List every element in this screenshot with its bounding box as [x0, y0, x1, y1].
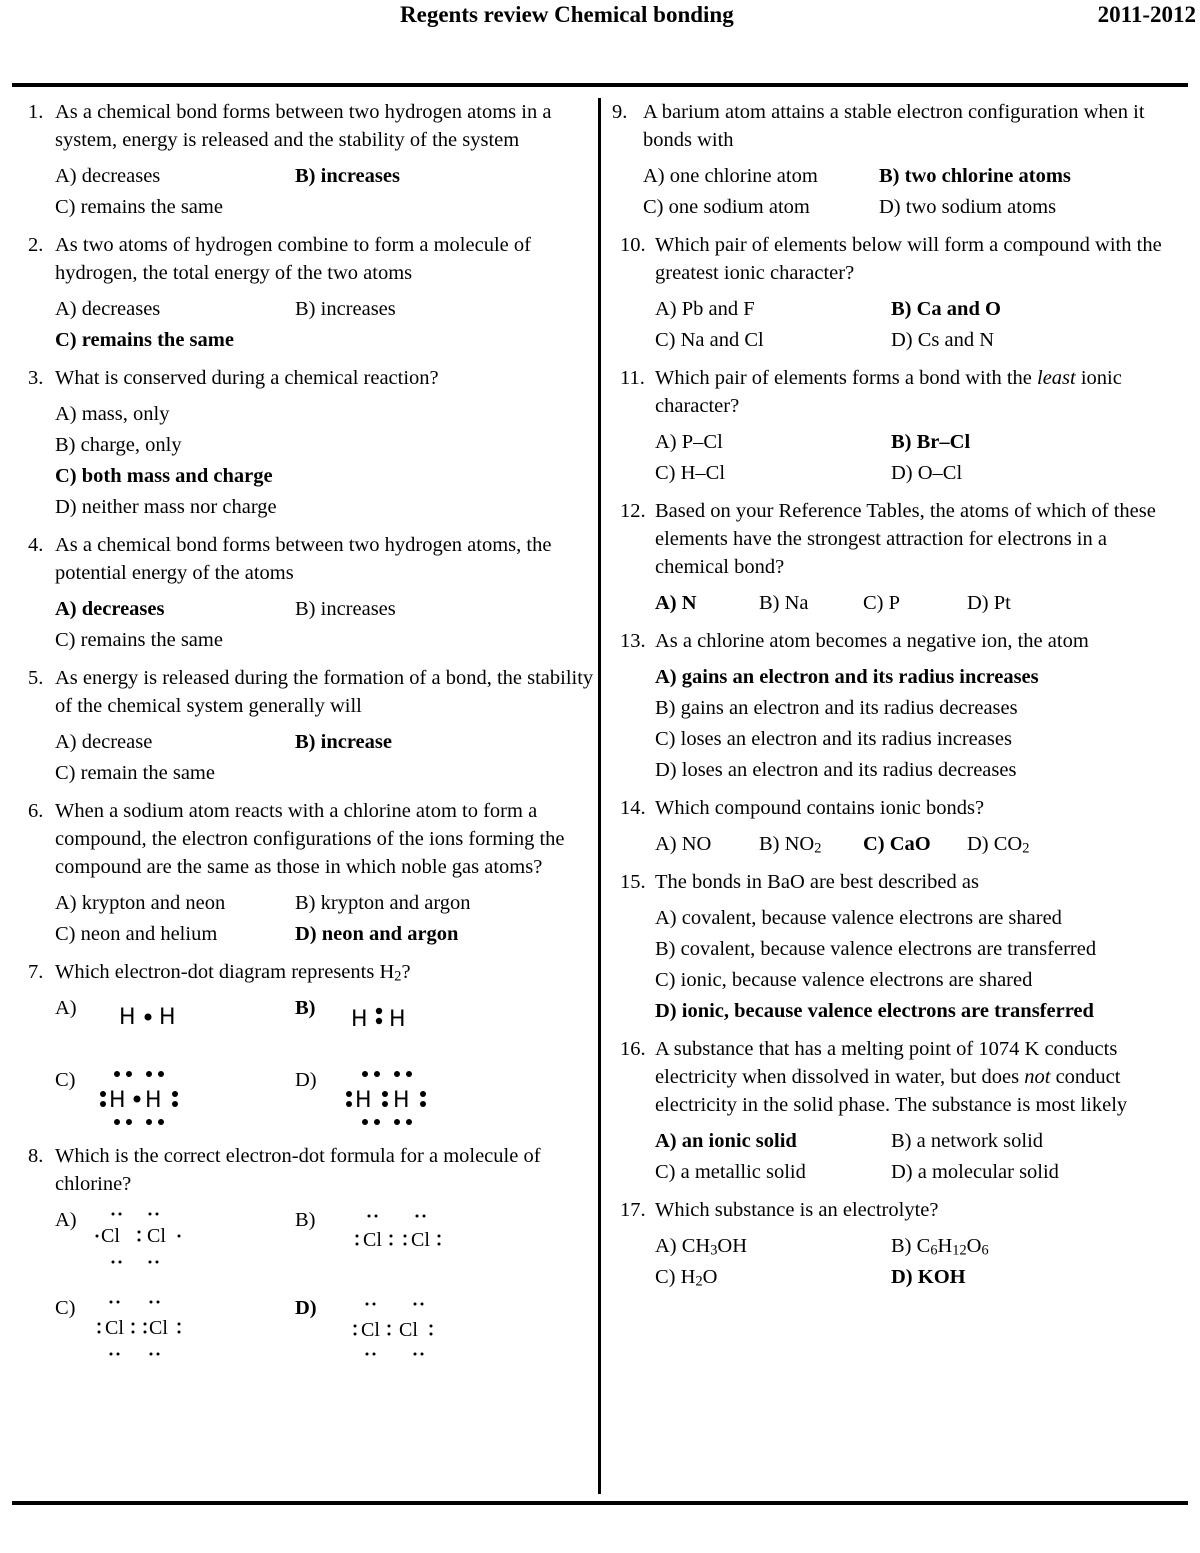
electron-dot	[390, 1243, 393, 1246]
electron-dot	[420, 1091, 426, 1097]
electron-dot	[366, 1303, 369, 1306]
question-stem: Which pair of elements below will form a compound with the greatest ionic character?	[655, 234, 1162, 284]
question-3	[28, 364, 594, 521]
option-a: A) N	[655, 592, 697, 614]
electron-dot	[394, 1071, 400, 1077]
electron-dot	[149, 1261, 152, 1264]
stem-text-end: conduct electricity in the solid phase. The substance is most likely	[655, 1066, 1128, 1116]
option-d	[295, 1066, 535, 1132]
option-label: D)	[295, 1069, 317, 1091]
electron-dot	[172, 1101, 178, 1107]
option-c: C) remain the same	[55, 762, 215, 784]
electron-dot	[126, 1071, 132, 1077]
formula-subscript: 12	[952, 1242, 967, 1259]
electron-dot	[156, 1261, 159, 1264]
column-divider	[598, 98, 601, 1494]
option-b	[891, 1232, 1131, 1260]
question-number: 7.	[28, 961, 44, 983]
option-b: B) increase	[295, 731, 392, 753]
option-a	[55, 1206, 295, 1288]
electron-dot	[158, 1071, 164, 1077]
option-a: A) decreases	[55, 598, 165, 620]
question-number: 8.	[28, 1145, 44, 1167]
option-a: A) covalent, because valence electrons are shared	[655, 907, 1062, 929]
option-a: A) Pb and F	[655, 298, 755, 320]
question-number: 5.	[28, 667, 44, 689]
option-c	[55, 1294, 295, 1376]
electron-dot	[382, 1101, 388, 1107]
option-label: B)	[295, 1209, 316, 1231]
electron-dot	[178, 1323, 181, 1326]
electron-dot	[430, 1325, 433, 1328]
electron-dot	[144, 1323, 147, 1326]
question-stem: As a chlorine atom becomes a negative ion, the atom	[655, 630, 1089, 652]
electron-dot-formula-b	[333, 1206, 463, 1282]
electron-dot-diagram-b	[333, 994, 453, 1034]
option-b: B) a network solid	[891, 1130, 1044, 1152]
option-b: B) increases	[295, 165, 400, 187]
option-subscript: 2	[814, 840, 822, 857]
electron-dot	[438, 1235, 441, 1238]
question-13	[620, 627, 1186, 784]
option-a: A) mass, only	[55, 403, 170, 425]
electron-dot	[119, 1261, 122, 1264]
option-d: D) ionic, because valence electrons are transferred	[655, 1000, 1094, 1022]
option-label: D)	[295, 1297, 317, 1319]
question-number: 16.	[620, 1038, 646, 1060]
question-number: 15.	[620, 871, 646, 893]
stem-text: Which electron-dot diagram represents H	[55, 961, 395, 983]
atom-symbol: H	[159, 1005, 176, 1030]
electron-dot	[423, 1215, 426, 1218]
question-stem: As two atoms of hydrogen combine to form a molecule of hydrogen, the total energy of the two atoms	[55, 234, 531, 284]
option-c: C) loses an electron and its radius increases	[655, 728, 1012, 750]
formula-part: O	[702, 1266, 718, 1288]
question-stem: What is conserved during a chemical reaction?	[55, 367, 439, 389]
question-number: 3.	[28, 367, 44, 389]
electron-dot	[346, 1091, 352, 1097]
question-number: 12.	[620, 500, 646, 522]
electron-dot	[96, 1235, 99, 1238]
option-label: C)	[55, 1297, 76, 1319]
electron-dot	[438, 1243, 441, 1246]
stem-text: A substance that has a melting point of 1074 K conducts electricity when dissolved in water, but does	[655, 1038, 1118, 1088]
question-5	[28, 664, 594, 787]
electron-dot	[354, 1325, 357, 1328]
option-d: D) two sodium atoms	[879, 196, 1057, 218]
electron-dot	[178, 1235, 181, 1238]
electron-dot	[388, 1325, 391, 1328]
question-15	[620, 868, 1186, 1025]
formula-part: A) CH	[655, 1235, 711, 1257]
question-stem: Based on your Reference Tables, the atoms of which of these elements have the strongest attraction for electrons in a chemical bond?	[655, 500, 1156, 578]
question-stem: Which substance is an electrolyte?	[655, 1199, 939, 1221]
option-a: A) P–Cl	[655, 431, 723, 453]
left-column	[28, 98, 594, 1386]
option-b	[295, 1206, 535, 1288]
electron-dot	[138, 1231, 141, 1234]
atom-symbol: Cl	[363, 1229, 382, 1251]
electron-dot	[366, 1353, 369, 1356]
option-a	[655, 830, 759, 858]
option-c: C) a metallic solid	[655, 1161, 806, 1183]
electron-dot	[404, 1235, 407, 1238]
electron-dot	[414, 1303, 417, 1306]
option-c: C) remains the same	[55, 329, 234, 351]
option-c: C) P	[863, 592, 901, 614]
option-a: A) decreases	[55, 298, 161, 320]
electron-dot	[404, 1243, 407, 1246]
electron-dot	[126, 1119, 132, 1125]
electron-dot	[388, 1333, 391, 1336]
electron-dot-diagram-c	[93, 1066, 213, 1130]
question-stem	[655, 364, 1186, 420]
option-c: C) ionic, because valence electrons are shared	[655, 969, 1033, 991]
top-rule	[12, 83, 1188, 87]
formula-part: C) H	[655, 1266, 696, 1288]
question-8	[28, 1142, 594, 1376]
formula-subscript: 6	[930, 1242, 938, 1259]
question-number: 6.	[28, 800, 44, 822]
option-c: C) both mass and charge	[55, 465, 273, 487]
electron-dot	[354, 1333, 357, 1336]
atom-symbol: H	[355, 1088, 372, 1113]
electron-dot	[144, 1331, 147, 1334]
option-b: B) increases	[295, 298, 396, 320]
electron-dot	[98, 1331, 101, 1334]
electron-dot	[100, 1101, 106, 1107]
electron-dot	[146, 1071, 152, 1077]
cl2-dot-formulas	[55, 1206, 594, 1376]
school-year: 2011-2012	[1097, 2, 1196, 27]
atom-symbol: Cl	[411, 1229, 430, 1251]
option-c: C) Na and Cl	[655, 329, 764, 351]
electron-dot-diagram-a	[93, 994, 213, 1034]
electron-dot	[374, 1119, 380, 1125]
electron-dot	[390, 1235, 393, 1238]
electron-dot	[100, 1091, 106, 1097]
electron-dot	[112, 1213, 115, 1216]
electron-dot	[157, 1353, 160, 1356]
option-a: A) one chlorine atom	[643, 165, 818, 187]
electron-dot	[145, 1014, 152, 1021]
option-b: B) Br–Cl	[891, 431, 971, 453]
question-stem	[655, 1035, 1186, 1119]
bottom-rule	[12, 1501, 1188, 1505]
question-number: 9.	[612, 101, 628, 123]
stem-subscript: 2	[394, 968, 402, 985]
formula-subscript: 3	[710, 1242, 718, 1259]
question-7	[28, 958, 594, 1132]
electron-dot	[134, 1096, 141, 1103]
option-c: C) remains the same	[55, 629, 223, 651]
option-label: B)	[295, 997, 316, 1019]
electron-dot	[416, 1215, 419, 1218]
question-number: 1.	[28, 101, 44, 123]
question-14	[620, 794, 1186, 858]
question-11	[620, 364, 1186, 487]
stem-text-end: ?	[401, 961, 411, 983]
option-subscript: 2	[1022, 840, 1030, 857]
atom-symbol: Cl	[149, 1317, 168, 1339]
atom-symbol: Cl	[399, 1319, 418, 1341]
atom-symbol: Cl	[101, 1225, 120, 1247]
formula-subscript: 6	[981, 1242, 989, 1259]
atom-symbol: H	[389, 1007, 406, 1032]
question-number: 13.	[620, 630, 646, 652]
stem-text: Which pair of elements forms a bond with the	[655, 367, 1037, 389]
option-c: C) one sodium atom	[643, 196, 810, 218]
option-b	[295, 994, 535, 1060]
option-text: D) CO	[967, 833, 1023, 855]
option-d: D) Pt	[967, 592, 1011, 614]
electron-dot	[376, 1018, 382, 1024]
electron-dot	[414, 1353, 417, 1356]
question-stem: As a chemical bond forms between two hydrogen atoms, the potential energy of the atoms	[55, 534, 552, 584]
electron-dot	[178, 1331, 181, 1334]
atom-symbol: H	[145, 1088, 162, 1113]
electron-dot	[346, 1101, 352, 1107]
option-b	[759, 830, 863, 858]
atom-symbol: Cl	[105, 1317, 124, 1339]
option-d: D) neon and argon	[295, 923, 459, 945]
option-a: A) krypton and neon	[55, 892, 226, 914]
question-16	[620, 1035, 1186, 1186]
electron-dot	[406, 1119, 412, 1125]
option-a	[655, 1232, 891, 1260]
question-17	[620, 1196, 1186, 1291]
electron-dot	[356, 1235, 359, 1238]
electron-dot	[110, 1301, 113, 1304]
electron-dot	[110, 1353, 113, 1356]
stem-emphasis: not	[1024, 1066, 1051, 1088]
electron-dot	[373, 1353, 376, 1356]
atom-symbol: Cl	[361, 1319, 380, 1341]
electron-dot	[132, 1323, 135, 1326]
question-1	[28, 98, 594, 221]
question-number: 10.	[620, 234, 646, 256]
option-text: A) NO	[655, 833, 712, 855]
option-a: A) an ionic solid	[655, 1130, 797, 1152]
option-b: B) charge, only	[55, 434, 182, 456]
option-a: A) decrease	[55, 731, 153, 753]
option-text: B) NO	[759, 833, 815, 855]
electron-dot	[356, 1243, 359, 1246]
question-number: 14.	[620, 797, 646, 819]
question-9	[612, 98, 1186, 221]
question-stem: The bonds in BaO are best described as	[655, 871, 979, 893]
question-stem: A barium atom attains a stable electron configuration when it bonds with	[643, 101, 1145, 151]
electron-dot	[362, 1119, 368, 1125]
electron-dot	[382, 1091, 388, 1097]
formula-part: H	[937, 1235, 953, 1257]
option-d: D) neither mass nor charge	[55, 496, 277, 518]
atom-symbol: H	[119, 1005, 136, 1030]
stem-text-end: ionic character?	[655, 367, 1122, 417]
question-number: 11.	[620, 367, 645, 389]
electron-dot	[376, 1008, 382, 1014]
option-c: C) remains the same	[55, 196, 223, 218]
electron-dot	[406, 1071, 412, 1077]
question-stem: As energy is released during the formation of a bond, the stability of the chemical system generally will	[55, 667, 594, 717]
option-d	[891, 1263, 1131, 1291]
option-d: D) Cs and N	[891, 329, 995, 351]
question-number: 2.	[28, 234, 44, 256]
electron-dot	[421, 1303, 424, 1306]
h2-dot-diagrams	[55, 994, 594, 1132]
question-4	[28, 531, 594, 654]
question-stem	[55, 958, 594, 986]
option-label: C)	[55, 1069, 76, 1091]
option-c: C) H–Cl	[655, 462, 726, 484]
electron-dot	[430, 1333, 433, 1336]
right-column	[612, 98, 1186, 1301]
question-6	[28, 797, 594, 948]
option-a	[55, 994, 295, 1060]
option-label: A)	[55, 997, 77, 1019]
electron-dot-diagram-d	[333, 1066, 453, 1130]
option-a: A) decreases	[55, 165, 161, 187]
electron-dot	[117, 1353, 120, 1356]
question-number: 17.	[620, 1199, 646, 1221]
electron-dot	[132, 1331, 135, 1334]
electron-dot	[117, 1301, 120, 1304]
question-stem: When a sodium atom reacts with a chlorine atom to form a compound, the electron configurations of the ions forming the compound are the same as those in which noble gas atoms?	[55, 800, 565, 878]
electron-dot	[98, 1323, 101, 1326]
option-d	[967, 830, 1071, 858]
option-b: B) two chlorine atoms	[879, 165, 1071, 187]
electron-dot	[420, 1101, 426, 1107]
option-c	[863, 830, 967, 858]
electron-dot	[114, 1119, 120, 1125]
electron-dot	[112, 1261, 115, 1264]
electron-dot	[138, 1239, 141, 1242]
atom-symbol: H	[393, 1088, 410, 1113]
formula-part: OH	[717, 1235, 748, 1257]
electron-dot	[157, 1301, 160, 1304]
option-d: D) O–Cl	[891, 462, 963, 484]
formula-part: D) KOH	[891, 1266, 966, 1288]
option-d: D) a molecular solid	[891, 1161, 1059, 1183]
question-10	[620, 231, 1186, 354]
option-text: C) CaO	[863, 833, 931, 855]
electron-dot	[114, 1071, 120, 1077]
electron-dot	[172, 1091, 178, 1097]
atom-symbol: H	[109, 1088, 126, 1113]
electron-dot	[368, 1215, 371, 1218]
electron-dot	[146, 1119, 152, 1125]
formula-subscript: 2	[695, 1273, 703, 1290]
question-2	[28, 231, 594, 354]
question-stem: As a chemical bond forms between two hydrogen atoms in a system, energy is released and the stability of the system	[55, 101, 552, 151]
electron-dot-formula-d	[333, 1294, 463, 1370]
formula-part: B) C	[891, 1235, 931, 1257]
electron-dot	[394, 1119, 400, 1125]
option-label: A)	[55, 1209, 77, 1231]
question-12	[620, 497, 1186, 617]
option-b: B) gains an electron and its radius decreases	[655, 697, 1018, 719]
page-title: Regents review Chemical bonding	[400, 2, 734, 27]
option-c	[655, 1263, 891, 1291]
electron-dot	[149, 1213, 152, 1216]
option-d: D) loses an electron and its radius decreases	[655, 759, 1017, 781]
electron-dot	[158, 1119, 164, 1125]
electron-dot-formula-a	[93, 1206, 223, 1282]
atom-symbol: Cl	[147, 1225, 166, 1247]
electron-dot	[373, 1303, 376, 1306]
question-number: 4.	[28, 534, 44, 556]
question-stem: Which compound contains ionic bonds?	[655, 797, 985, 819]
option-d	[295, 1294, 535, 1376]
electron-dot	[421, 1353, 424, 1356]
electron-dot	[375, 1215, 378, 1218]
electron-dot-formula-c	[93, 1294, 223, 1370]
electron-dot	[150, 1301, 153, 1304]
option-c	[55, 1066, 295, 1132]
electron-dot	[150, 1353, 153, 1356]
option-c: C) neon and helium	[55, 923, 218, 945]
option-b: B) covalent, because valence electrons are transferred	[655, 938, 1097, 960]
option-b: B) krypton and argon	[295, 892, 471, 914]
atom-symbol: H	[351, 1007, 368, 1032]
option-b: B) Na	[759, 592, 809, 614]
stem-emphasis: least	[1037, 367, 1076, 389]
formula-part: O	[966, 1235, 982, 1257]
option-b: B) increases	[295, 598, 396, 620]
electron-dot	[156, 1213, 159, 1216]
option-a: A) gains an electron and its radius increases	[655, 666, 1039, 688]
electron-dot	[362, 1071, 368, 1077]
option-b: B) Ca and O	[891, 298, 1001, 320]
electron-dot	[119, 1213, 122, 1216]
question-stem: Which is the correct electron-dot formula for a molecule of chlorine?	[55, 1145, 541, 1195]
electron-dot	[374, 1071, 380, 1077]
